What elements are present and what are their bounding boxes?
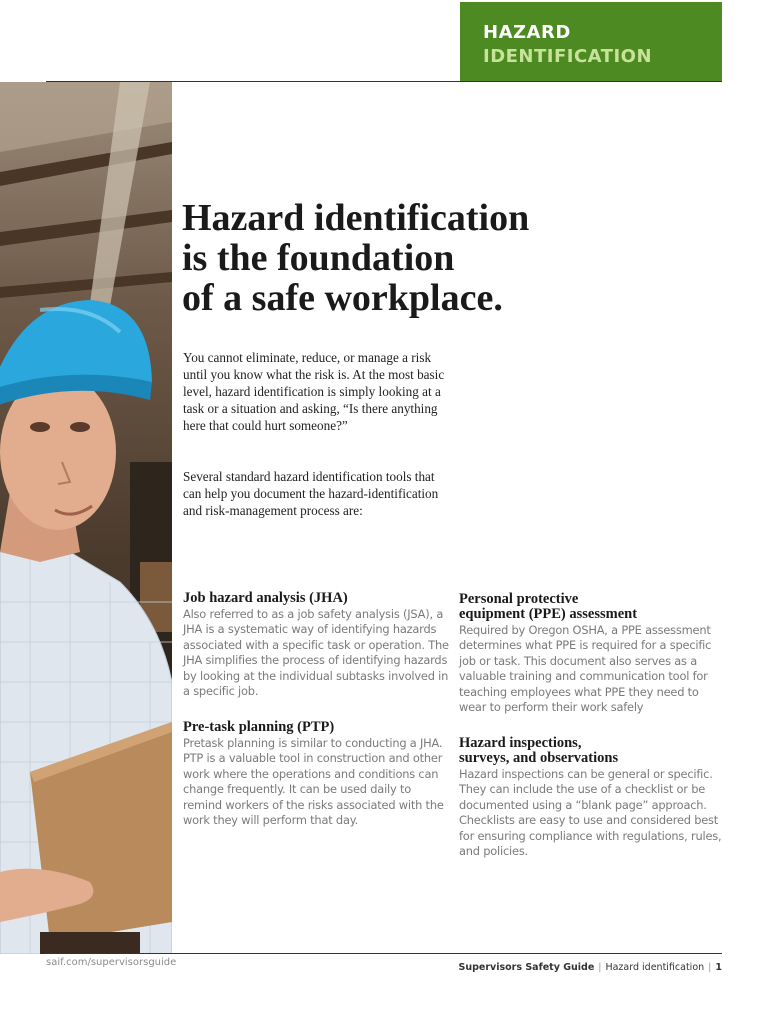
section-ptp-title: Pre-task planning (PTP): [183, 719, 335, 735]
section-inspections-title-line2: surveys, and observations: [459, 750, 619, 766]
headline-line3: of a safe workplace.: [182, 277, 503, 319]
footer-url[interactable]: saif.com/supervisorsguide: [46, 957, 177, 968]
headline-line2: is the foundation: [182, 237, 455, 279]
section-ppe: [459, 592, 727, 715]
section-ptp-body: Pretask planning is similar to conducting a JHA. PTP is a valuable tool in construction and other work where the operations and conditions can change frequently. It can be used daily to remind workers of the risks associated with the work they will perform that day.: [183, 736, 444, 828]
page-headline: [182, 198, 622, 318]
section-tag: [460, 2, 722, 81]
footer-page-number: 1: [715, 962, 722, 973]
footer-separator: |: [598, 962, 602, 973]
section-tag-line1: HAZARD: [483, 22, 571, 43]
headline-line1: Hazard identification: [182, 197, 530, 239]
intro-paragraph-2: Several standard hazard identification tools that can help you document the hazard-identification and risk-management process are:: [183, 469, 439, 518]
section-inspections-title: [459, 736, 727, 766]
section-ppe-title-line1: Personal protective: [459, 591, 579, 607]
footer-guide-title: Supervisors Safety Guide: [458, 962, 595, 973]
footer-running-title: [459, 962, 722, 973]
worker-with-hard-hat-photo: [0, 82, 172, 954]
section-inspections: [459, 736, 727, 859]
intro-paragraph-1: You cannot eliminate, reduce, or manage a risk until you know what the risk is. At the most basic level, hazard identification is simply looking at a task or a situation and asking, “Is there anything here that could hurt someone?”: [183, 350, 445, 433]
section-inspections-title-line1: Hazard inspections,: [459, 735, 582, 751]
footer-separator-2: |: [708, 962, 712, 973]
section-inspections-body: Hazard inspections can be general or specific. They can include the use of a checklist or be documented using a “blank page” approach. Checklists are easy to use and considered best for ensuring compliance with regulations, rules, and policies.: [459, 767, 722, 859]
section-tag-line2: IDENTIFICATION: [483, 46, 653, 67]
section-jha-title: Job hazard analysis (JHA): [183, 590, 348, 606]
photo-illustration: [0, 82, 172, 954]
bottom-divider: [46, 953, 722, 954]
section-ppe-title: [459, 592, 727, 622]
section-ptp: [183, 720, 451, 828]
footer-section: Hazard identification: [605, 962, 705, 973]
section-ppe-body: Required by Oregon OSHA, a PPE assessment determines what PPE is required for a specific job or task. This document also serves as a valuable training and communication tool for teaching employees what PPE they need to wear to perform their work safely: [459, 623, 712, 715]
section-jha: [183, 591, 451, 699]
section-jha-body: Also referred to as a job safety analysis (JSA), a JHA is a systematic way of identifying hazards associated with a specific task or operation. The JHA simplifies the process of identifying hazards by looking at the individual subtasks involved in a specific job.: [183, 607, 449, 699]
section-ppe-title-line2: equipment (PPE) assessment: [459, 606, 638, 622]
